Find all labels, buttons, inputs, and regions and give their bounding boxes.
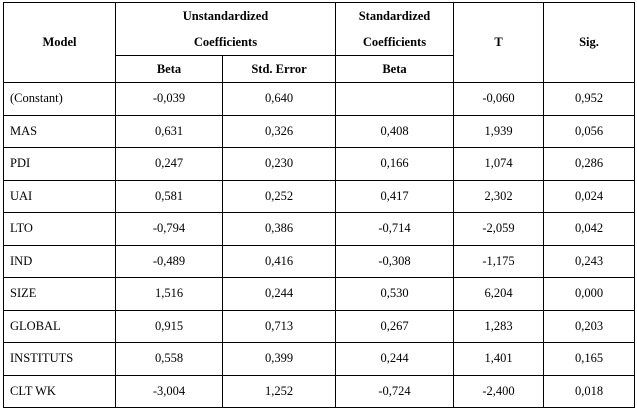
cell-t: -2,400	[454, 375, 544, 408]
cell-unstd-beta: 0,915	[116, 310, 223, 343]
header-std-error: Std. Error	[223, 56, 336, 83]
cell-std-beta: 0,244	[336, 343, 454, 376]
cell-t: 1,074	[454, 148, 544, 181]
cell-sig: 0,056	[544, 115, 635, 148]
header-sig: Sig.	[544, 3, 635, 83]
table-row	[4, 180, 635, 213]
header-std-beta: Beta	[336, 56, 454, 83]
cell-std-error: 0,326	[223, 115, 336, 148]
cell-std-error: 0,244	[223, 278, 336, 311]
cell-unstd-beta: -0,039	[116, 83, 223, 116]
cell-std-error: 0,640	[223, 83, 336, 116]
cell-sig: 0,024	[544, 180, 635, 213]
header-unstandardized-line1: Unstandardized	[182, 9, 269, 23]
cell-unstd-beta: 0,631	[116, 115, 223, 148]
cell-t: 6,204	[454, 278, 544, 311]
cell-model: SIZE	[4, 278, 116, 311]
cell-model: UAI	[4, 180, 116, 213]
cell-model: CLT WK	[4, 375, 116, 408]
cell-std-beta: 0,417	[336, 180, 454, 213]
cell-unstd-beta: -0,794	[116, 213, 223, 246]
header-unstandardized	[116, 3, 336, 56]
cell-sig: 0,286	[544, 148, 635, 181]
header-standardized	[336, 3, 454, 56]
cell-std-beta: 0,267	[336, 310, 454, 343]
cell-sig: 0,952	[544, 83, 635, 116]
cell-model: LTO	[4, 213, 116, 246]
cell-std-error: 0,252	[223, 180, 336, 213]
cell-unstd-beta: 0,558	[116, 343, 223, 376]
cell-std-beta: -0,714	[336, 213, 454, 246]
cell-sig: 0,203	[544, 310, 635, 343]
table-row	[4, 148, 635, 181]
header-model: Model	[4, 3, 116, 83]
cell-unstd-beta: 0,247	[116, 148, 223, 181]
cell-model: INSTITUTS	[4, 343, 116, 376]
cell-model: GLOBAL	[4, 310, 116, 343]
coefficients-table	[3, 2, 635, 408]
cell-t: 1,283	[454, 310, 544, 343]
cell-unstd-beta: 0,581	[116, 180, 223, 213]
header-standardized-line2: Coefficients	[362, 35, 427, 49]
cell-unstd-beta: 1,516	[116, 278, 223, 311]
cell-std-beta: -0,724	[336, 375, 454, 408]
cell-t: -1,175	[454, 245, 544, 278]
cell-std-error: 0,713	[223, 310, 336, 343]
cell-sig: 0,000	[544, 278, 635, 311]
cell-unstd-beta: -0,489	[116, 245, 223, 278]
cell-sig: 0,165	[544, 343, 635, 376]
cell-std-beta	[336, 83, 454, 116]
cell-model: IND	[4, 245, 116, 278]
table-row	[4, 213, 635, 246]
table-row	[4, 343, 635, 376]
cell-std-beta: -0,308	[336, 245, 454, 278]
cell-std-error: 0,399	[223, 343, 336, 376]
cell-t: 1,401	[454, 343, 544, 376]
cell-sig: 0,042	[544, 213, 635, 246]
cell-std-error: 0,416	[223, 245, 336, 278]
table-row	[4, 245, 635, 278]
cell-sig: 0,018	[544, 375, 635, 408]
cell-std-error: 1,252	[223, 375, 336, 408]
cell-std-beta: 0,408	[336, 115, 454, 148]
header-beta: Beta	[116, 56, 223, 83]
table-row	[4, 83, 635, 116]
header-row-group	[4, 3, 635, 56]
header-standardized-line1: Standardized	[358, 9, 431, 23]
cell-model: PDI	[4, 148, 116, 181]
table-body	[4, 83, 635, 408]
cell-sig: 0,243	[544, 245, 635, 278]
cell-t: -0,060	[454, 83, 544, 116]
table-row	[4, 278, 635, 311]
header-t: T	[454, 3, 544, 83]
cell-std-error: 0,230	[223, 148, 336, 181]
table-row	[4, 375, 635, 408]
cell-model: (Constant)	[4, 83, 116, 116]
cell-t: 1,939	[454, 115, 544, 148]
cell-t: -2,059	[454, 213, 544, 246]
cell-t: 2,302	[454, 180, 544, 213]
header-unstandardized-line2: Coefficients	[193, 35, 258, 49]
cell-std-beta: 0,166	[336, 148, 454, 181]
table-row	[4, 115, 635, 148]
cell-std-error: 0,386	[223, 213, 336, 246]
table-row	[4, 310, 635, 343]
cell-model: MAS	[4, 115, 116, 148]
cell-unstd-beta: -3,004	[116, 375, 223, 408]
cell-std-beta: 0,530	[336, 278, 454, 311]
